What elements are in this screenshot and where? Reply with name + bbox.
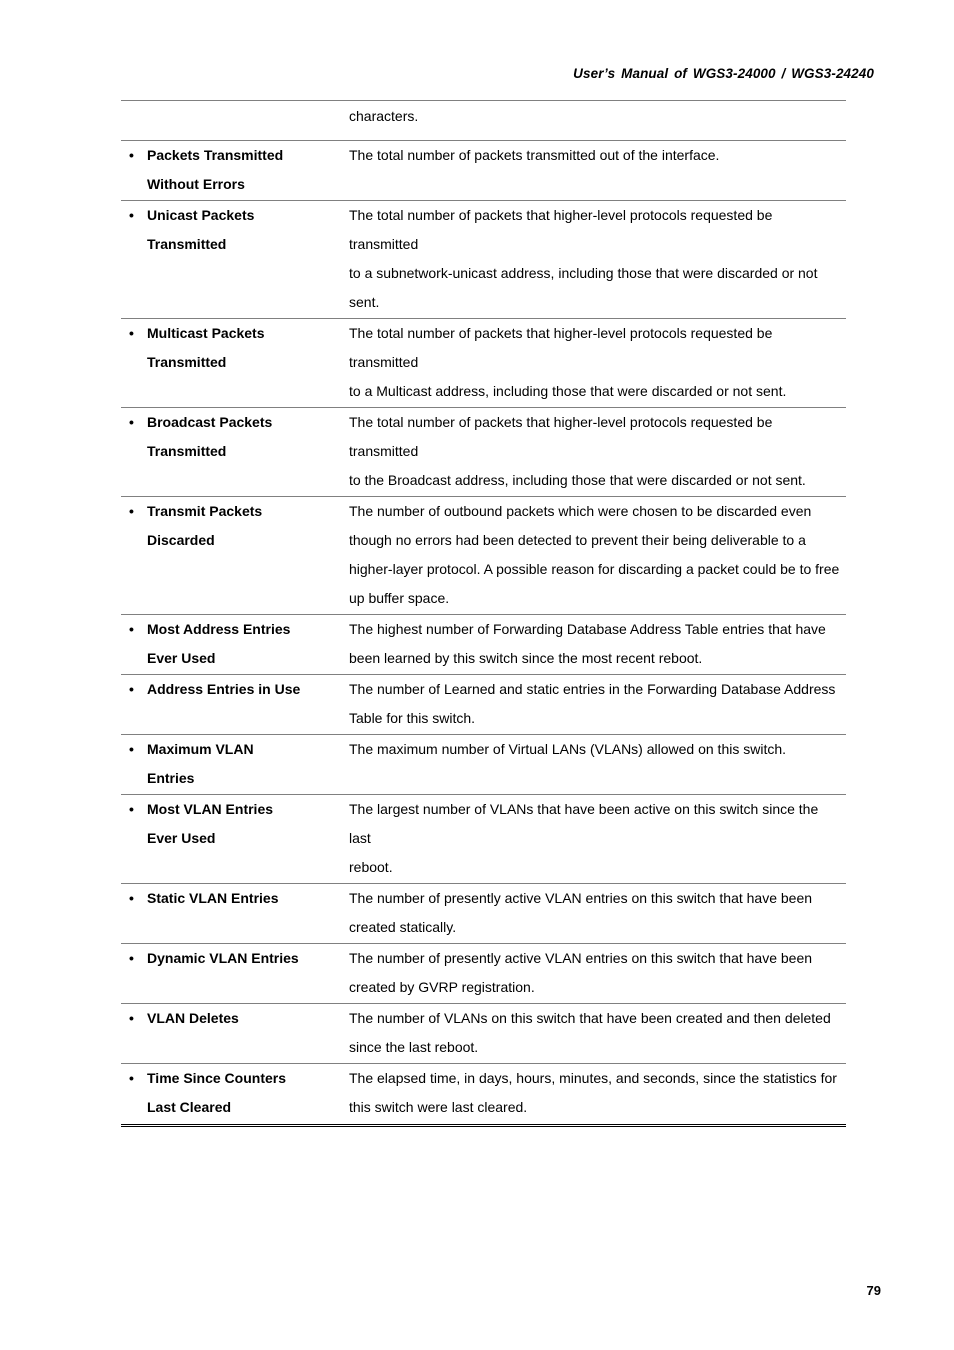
- description-cell: [349, 141, 846, 201]
- term-cell: [121, 1004, 349, 1064]
- empty-term-cell: [121, 101, 349, 141]
- bullet-icon: •: [129, 681, 134, 697]
- page-number: 79: [866, 1283, 881, 1298]
- term-label-continued: Transmitted: [147, 354, 227, 370]
- description-line: to a Multicast address, including those that were discarded or not sent.: [349, 383, 787, 399]
- description-line: The elapsed time, in days, hours, minutes, and seconds, since the statistics for: [349, 1070, 837, 1086]
- term-cell: [121, 615, 349, 675]
- description-line: The number of outbound packets which were chosen to be discarded even: [349, 503, 812, 519]
- description-line: The total number of packets that higher-level protocols requested be transmitted: [349, 325, 773, 370]
- term-cell: [121, 1064, 349, 1126]
- term-label: Multicast Packets: [147, 325, 265, 341]
- table-row: [121, 1064, 846, 1126]
- term-label-continued: Discarded: [147, 532, 215, 548]
- table-row: [121, 201, 846, 319]
- definitions-table: [121, 100, 846, 1127]
- bullet-icon: •: [129, 1010, 134, 1026]
- table-row: [121, 615, 846, 675]
- description-line: created statically.: [349, 919, 457, 935]
- term-label: Most Address Entries: [147, 621, 291, 637]
- description-line: The number of presently active VLAN entries on this switch that have been: [349, 890, 813, 906]
- table-row: [121, 319, 846, 408]
- description-cell: [349, 201, 846, 319]
- description-line: Table for this switch.: [349, 710, 476, 726]
- term-cell: [121, 884, 349, 944]
- description-line: The number of presently active VLAN entries on this switch that have been: [349, 950, 813, 966]
- table-row: [121, 795, 846, 884]
- description-line: this switch were last cleared.: [349, 1099, 528, 1115]
- description-line: to a subnetwork-unicast address, including those that were discarded or not sent.: [349, 265, 818, 310]
- description-cell: [349, 944, 846, 1004]
- table-row: [121, 1004, 846, 1064]
- description-cell: [349, 615, 846, 675]
- description-line: up buffer space.: [349, 590, 450, 606]
- table-row: [121, 141, 846, 201]
- term-cell: [121, 408, 349, 497]
- bullet-icon: •: [129, 207, 134, 223]
- bullet-icon: •: [129, 325, 134, 341]
- description-line: The number of VLANs on this switch that have been created and then deleted: [349, 1010, 831, 1026]
- table-row: [121, 884, 846, 944]
- description-line: The number of Learned and static entries in the Forwarding Database Address: [349, 681, 836, 697]
- definitions-table-body: [121, 101, 846, 1126]
- term-cell: [121, 735, 349, 795]
- bullet-icon: •: [129, 1070, 134, 1086]
- term-label: VLAN Deletes: [147, 1010, 239, 1026]
- description-cell: [349, 497, 846, 615]
- term-label-continued: Ever Used: [147, 830, 216, 846]
- term-cell: [121, 675, 349, 735]
- description-line: created by GVRP registration.: [349, 979, 535, 995]
- description-cell: [349, 795, 846, 884]
- description-line: been learned by this switch since the most recent reboot.: [349, 650, 703, 666]
- term-label-continued: Without Errors: [147, 176, 245, 192]
- description-cell: [349, 675, 846, 735]
- term-label: Unicast Packets: [147, 207, 255, 223]
- bullet-icon: •: [129, 414, 134, 430]
- term-label-continued: Transmitted: [147, 443, 227, 459]
- term-label-continued: Ever Used: [147, 650, 216, 666]
- table-row: [121, 675, 846, 735]
- bullet-icon: •: [129, 890, 134, 906]
- description-line: The total number of packets that higher-level protocols requested be transmitted: [349, 207, 773, 252]
- term-cell: [121, 944, 349, 1004]
- term-label: Address Entries in Use: [147, 681, 301, 697]
- description-line: The maximum number of Virtual LANs (VLANs) allowed on this switch.: [349, 741, 787, 757]
- description-cell: [349, 735, 846, 795]
- description-line: higher-layer protocol. A possible reason for discarding a packet could be to free: [349, 561, 840, 577]
- term-cell: [121, 795, 349, 884]
- bullet-icon: •: [129, 621, 134, 637]
- description-cell: [349, 1004, 846, 1064]
- description-line: The largest number of VLANs that have been active on this switch since the last: [349, 801, 819, 846]
- term-label: Transmit Packets: [147, 503, 263, 519]
- bullet-icon: •: [129, 741, 134, 757]
- description-cell: [349, 408, 846, 497]
- term-label: Most VLAN Entries: [147, 801, 274, 817]
- description-line: since the last reboot.: [349, 1039, 479, 1055]
- description-line: The highest number of Forwarding Database Address Table entries that have: [349, 621, 826, 637]
- term-label: Static VLAN Entries: [147, 890, 279, 906]
- term-label: Packets Transmitted: [147, 147, 284, 163]
- term-cell: [121, 141, 349, 201]
- term-label-continued: Last Cleared: [147, 1099, 232, 1115]
- term-cell: [121, 497, 349, 615]
- description-line: reboot.: [349, 859, 393, 875]
- page-header: User’s Manual of WGS3-24000 / WGS3-24240: [573, 66, 874, 81]
- description-line: The total number of packets transmitted out of the interface.: [349, 147, 720, 163]
- term-cell: [121, 319, 349, 408]
- table-row: [121, 497, 846, 615]
- bullet-icon: •: [129, 950, 134, 966]
- description-cell: [349, 884, 846, 944]
- description-cell: [349, 319, 846, 408]
- term-label: Maximum VLAN: [147, 741, 254, 757]
- term-label-continued: Transmitted: [147, 236, 227, 252]
- continuation-row: [121, 101, 846, 141]
- term-cell: [121, 201, 349, 319]
- description-line: to the Broadcast address, including those that were discarded or not sent.: [349, 472, 806, 488]
- table-row: [121, 944, 846, 1004]
- bullet-icon: •: [129, 503, 134, 519]
- term-label: Broadcast Packets: [147, 414, 273, 430]
- continuation-description: characters.: [349, 108, 419, 124]
- description-line: though no errors had been detected to prevent their being deliverable to a: [349, 532, 806, 548]
- term-label-continued: Entries: [147, 770, 195, 786]
- term-label: Time Since Counters: [147, 1070, 287, 1086]
- table-row: [121, 408, 846, 497]
- table-row: [121, 735, 846, 795]
- bullet-icon: •: [129, 147, 134, 163]
- bullet-icon: •: [129, 801, 134, 817]
- description-line: The total number of packets that higher-level protocols requested be transmitted: [349, 414, 773, 459]
- description-cell: [349, 1064, 846, 1126]
- term-label: Dynamic VLAN Entries: [147, 950, 299, 966]
